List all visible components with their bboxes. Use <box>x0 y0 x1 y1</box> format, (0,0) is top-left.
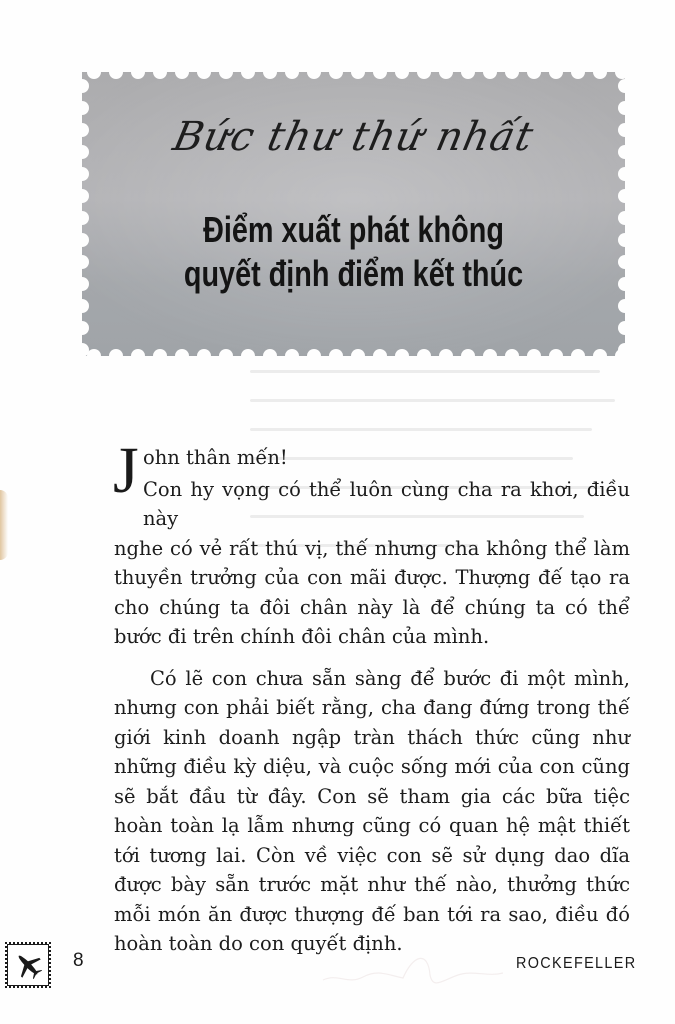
chapter-title-line-2: quyết định điểm kết thúc <box>183 253 524 294</box>
paragraph-2: Có lẽ con chưa sẵn sàng để bước đi một mình, nhưng con phải biết rằng, cha đang đứng trong thế giới kinh doanh ngập tràn thách thức cũng như những điều kỳ diệu, và cuộc sống mới của con cũng sẽ bắt đầu từ đây. Con sẽ tham gia các bữa tiệc hoàn toàn lạ lẫm nhưng cũng có quan hệ mật thiết tới tương lai. Còn về việc con sẽ sử dụng dao dĩa được bày sẵn trước mặt như thế nào, thưởng thức mỗi món ăn được thượng đế ban tới ra sao, điều đó hoàn toàn do con quyết định. <box>114 666 630 955</box>
airplane-icon <box>12 949 44 981</box>
letter-body <box>113 434 630 959</box>
chapter-title-line-1: Điểm xuất phát không <box>203 209 504 250</box>
paragraph-1-first-line: Con hy vọng có thể luôn cùng cha ra khơi, điều này <box>143 477 630 530</box>
chapter-title <box>136 208 570 296</box>
running-head: ROCKEFELLER <box>516 955 637 972</box>
binding-shadow <box>0 490 8 560</box>
faint-signature-bleed <box>318 945 508 1000</box>
drop-cap: J <box>113 434 139 507</box>
chapter-label-script: Bức thư thứ nhất <box>169 114 538 160</box>
page-number: 8 <box>73 950 84 971</box>
paragraph-1: nghe có vẻ rất thú vị, thế nhưng cha không thể làm thuyền trưởng của con mãi được. Thượng đế tạo ra cho chúng ta đôi chân này là để chúng ta có thể bước đi trên chính đôi chân của mình. <box>114 536 630 648</box>
salutation-text: ohn thân mến! <box>143 446 288 469</box>
airplane-stamp-icon <box>5 942 51 988</box>
chapter-header-stamp <box>82 72 625 356</box>
